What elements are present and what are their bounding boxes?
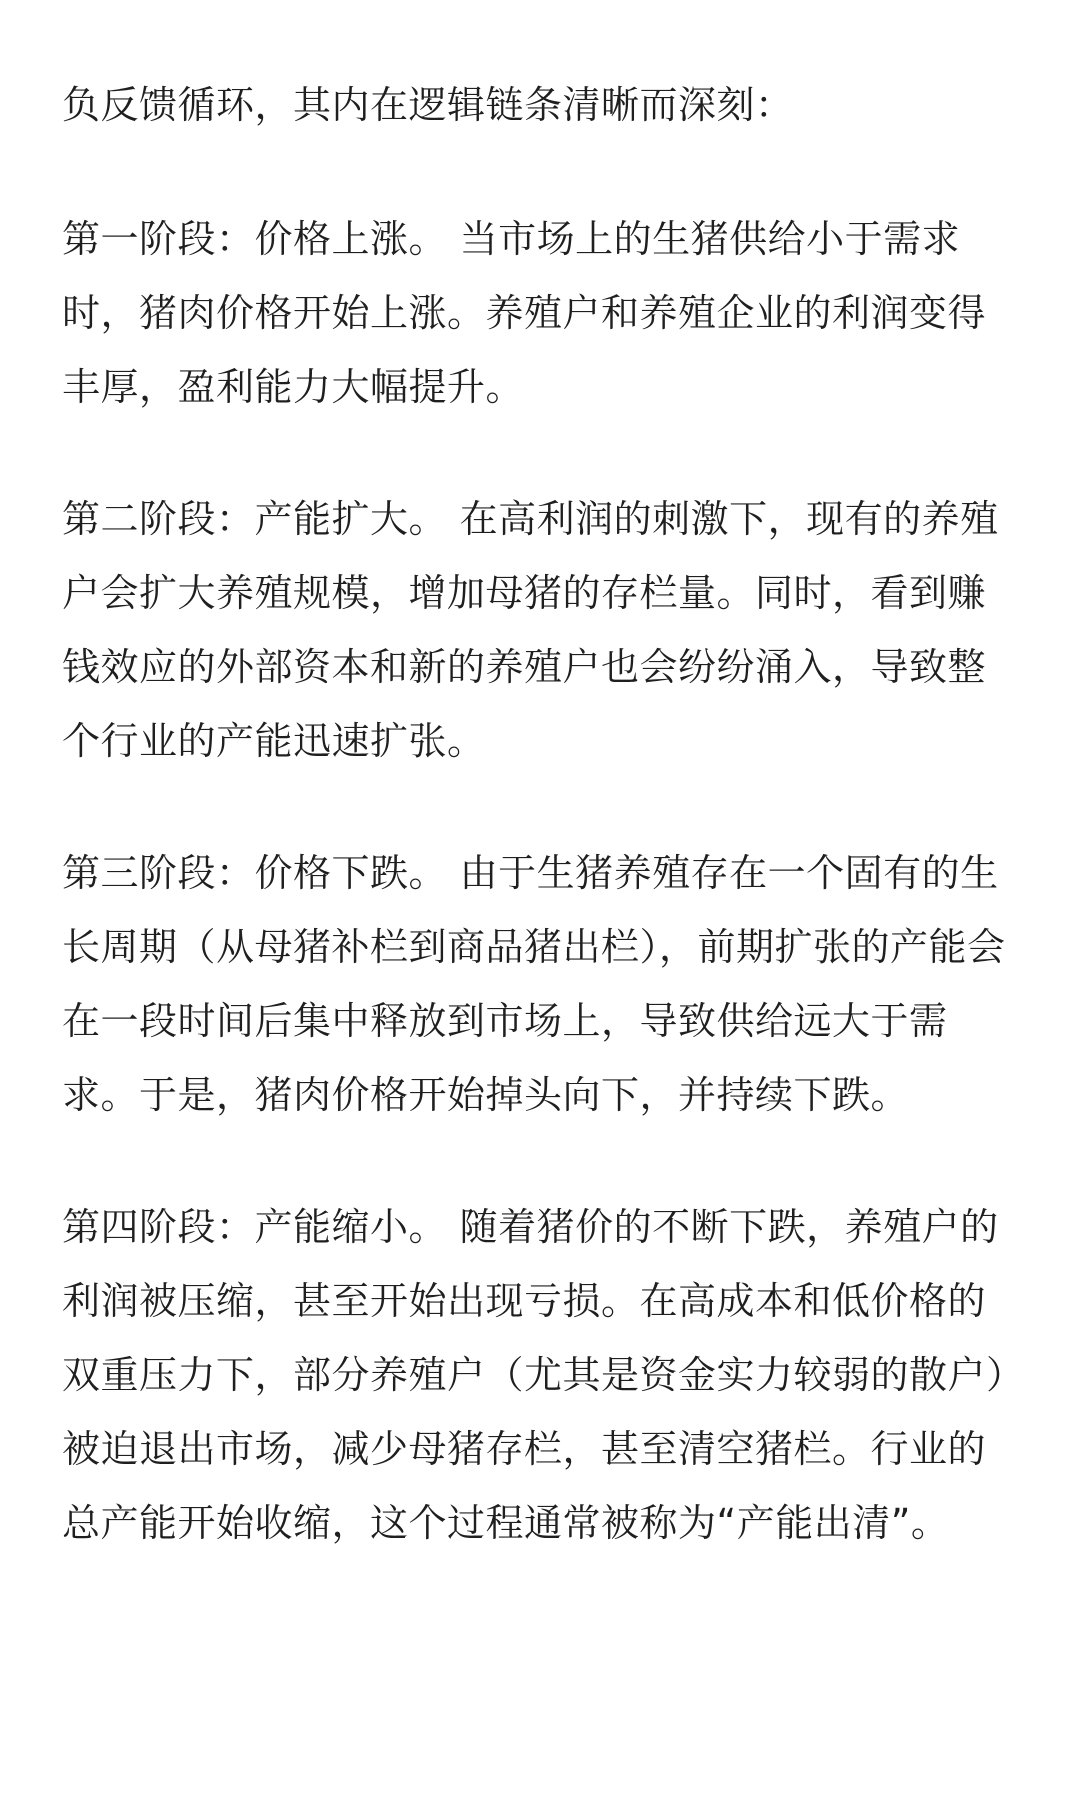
stage-three-paragraph: 第三阶段：价格下跌。 由于生猪养殖存在一个固有的生长周期（从母猪补栏到商品猪出栏），前期扩张的产能会在一段时间后集中释放到市场上，导致供给远大于需求。于是，猪肉价格开始掉头向下，并持续下跌。 <box>62 851 1006 1117</box>
stage-one-paragraph: 第一阶段：价格上涨。 当市场上的生猪供给小于需求时，猪肉价格开始上涨。养殖户和养殖企业的利润变得丰厚，盈利能力大幅提升。 <box>62 217 987 409</box>
stage-two-paragraph: 第二阶段：产能扩大。 在高利润的刺激下，现有的养殖户会扩大养殖规模，增加母猪的存栏量。同时，看到赚钱效应的外部资本和新的养殖户也会纷纷涌入，导致整个行业的产能迅速扩张。 <box>62 497 999 763</box>
lead-paragraph: 负反馈循环，其内在逻辑链条清晰而深刻： <box>62 83 794 127</box>
stage-four-paragraph: 第四阶段：产能缩小。 随着猪价的不断下跌，养殖户的利润被压缩，甚至开始出现亏损。在高成本和低价格的双重压力下，部分养殖户（尤其是资金实力较弱的散户）被迫退出市场，减少母猪存栏，甚至清空猪栏。行业的总产能开始收缩，这个过程通常被称为“产能出清”。 <box>62 1205 1006 1545</box>
